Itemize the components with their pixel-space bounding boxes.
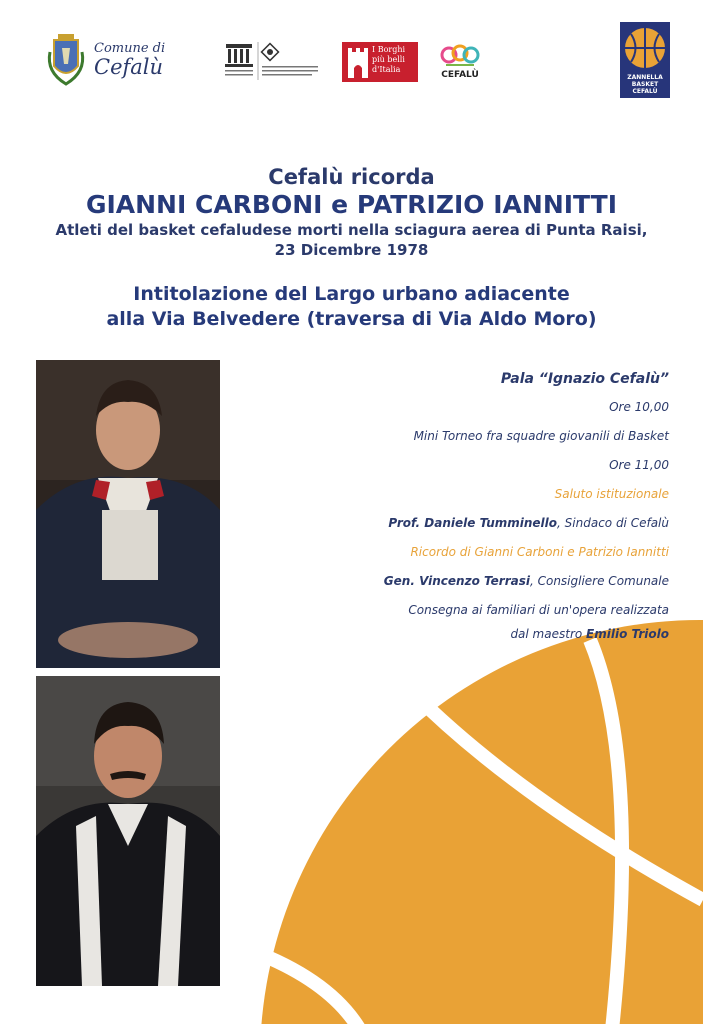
zannella-basket-logo [620,22,670,98]
speaker-1-role: , Sindaco di Cefalù [557,516,669,530]
event-4-prefix: dal maestro [510,627,587,641]
comune-label-line2: Cefalù [94,55,164,79]
basketball-icon [620,22,670,74]
title-date: 23 Dicembre 1978 [274,241,429,259]
zannella-line2: BASKET CEFALÙ [631,81,659,95]
comune-label-line1: Comune di [94,41,166,56]
cefalu-rings-icon [440,40,480,70]
comune-crest-logo [44,32,88,88]
borghi-tower-icon [344,42,372,82]
program-speaker-1 [269,516,669,530]
title-block [0,164,703,260]
program-venue: Pala “Ignazio Cefalù” [500,371,669,387]
title-line1: Cefalù ricorda [268,165,435,189]
program-event-3: Ricordo di Gianni Carboni e Patrizio Iannitti [410,545,669,559]
comune-label [94,42,165,78]
zannella-line1: ZANNELLA [627,74,663,81]
cefalu-logo-text: CEFALÙ [441,70,479,80]
borghi-line1: I Borghi [372,45,406,54]
artist-name: Emilio Triolo [586,627,669,641]
speaker-1-name: Prof. Daniele Tumminello [388,516,558,530]
unesco-logo [222,40,322,82]
photo-gianni-carboni [36,360,220,668]
program-event-1: Mini Torneo fra squadre giovanili di Basket [413,429,669,443]
program-time-1: Ore 10,00 [609,400,669,414]
event-program [269,372,669,656]
subtitle-line1: Intitolazione del Largo urbano adiacente [133,283,570,305]
subtitle-block [0,282,703,332]
program-event-4-line2 [269,627,669,641]
speaker-2-role: , Consigliere Comunale [529,574,669,588]
program-event-4-line1: Consegna ai familiari di un'opera realizzata [408,603,669,617]
borghi-piu-belli-logo [342,42,418,82]
borghi-line2: più belli [372,55,405,64]
program-speaker-2 [269,574,669,588]
program-event-2: Saluto istituzionale [554,487,669,501]
subtitle-line2: alla Via Belvedere (traversa di Via Aldo Moro) [106,308,597,330]
title-description: Atleti del basket cefaludese morti nella sciagura aerea di Punta Raisi, [55,221,648,239]
speaker-2-name: Gen. Vincenzo Terrasi [383,574,530,588]
photo-patrizio-iannitti [36,676,220,986]
borghi-line3: d'Italia [372,65,401,74]
cefalu-city-logo [440,40,480,84]
title-names: GIANNI CARBONI e PATRIZIO IANNITTI [85,190,618,219]
program-time-2: Ore 11,00 [609,458,669,472]
